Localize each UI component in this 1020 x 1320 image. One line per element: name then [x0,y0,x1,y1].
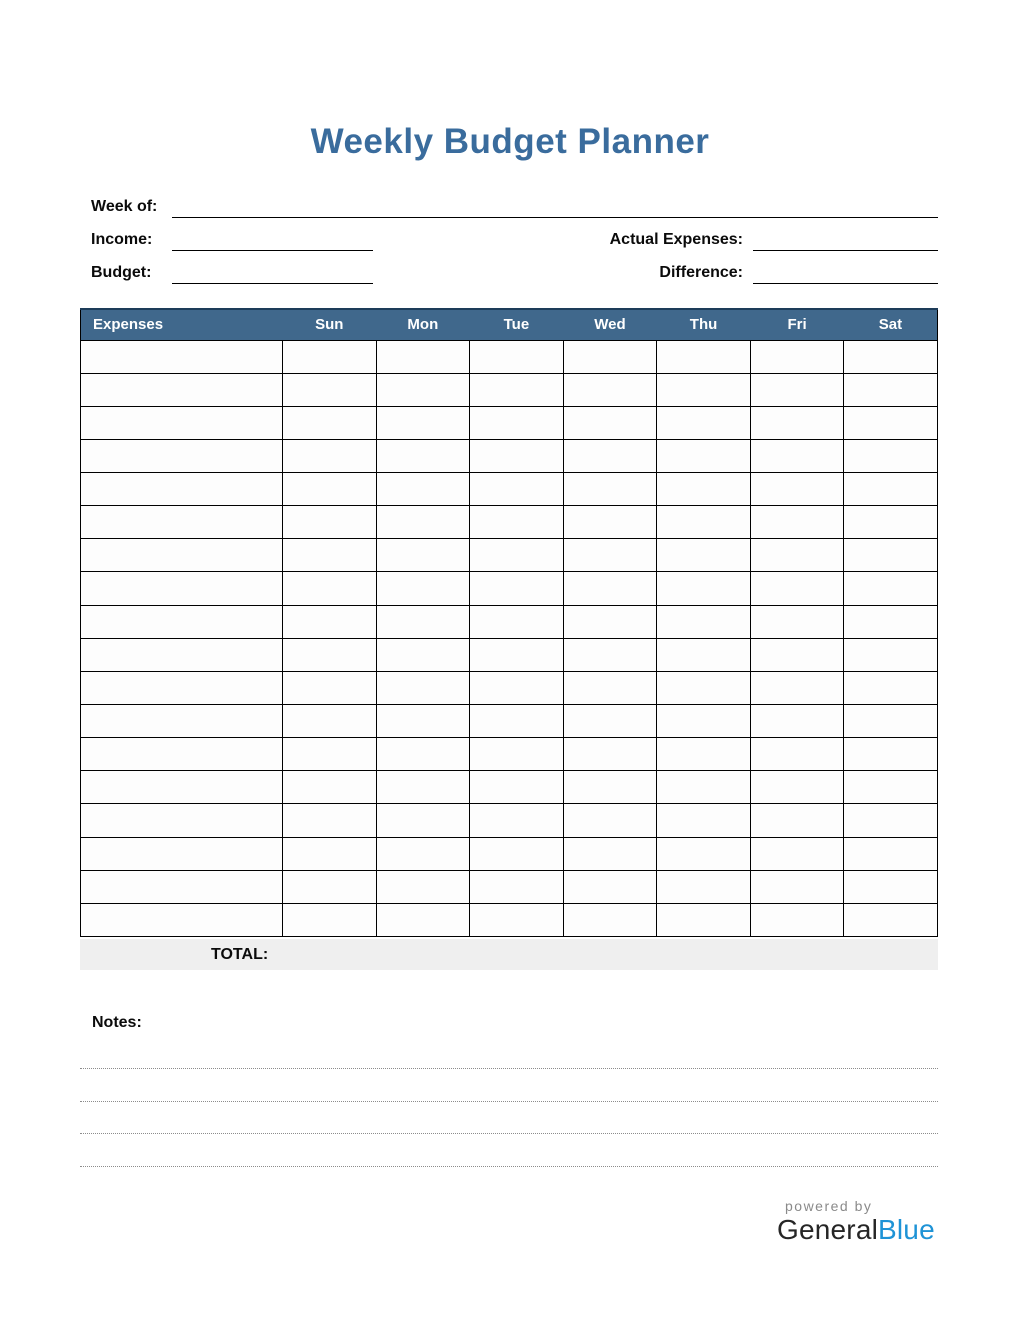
amount-cell-tue[interactable] [470,837,564,870]
table-row [81,539,938,572]
amount-cell-sun[interactable] [283,804,377,837]
amount-cell-fri[interactable] [750,406,844,439]
table-row [81,738,938,771]
amount-cell-tue[interactable] [470,638,564,671]
amount-cell-sun[interactable] [283,638,377,671]
page-title: Weekly Budget Planner [310,122,710,161]
col-header-sat: Sat [844,309,938,340]
week-of-blank-line[interactable] [172,217,938,218]
amount-cell-wed[interactable] [563,903,657,936]
expense-name-cell[interactable] [81,605,283,638]
expense-name-cell[interactable] [81,738,283,771]
amount-cell-sat[interactable] [844,572,938,605]
amount-cell-mon[interactable] [376,373,470,406]
expense-name-cell[interactable] [81,671,283,704]
amount-cell-thu[interactable] [657,340,751,373]
amount-cell-sat[interactable] [844,804,938,837]
amount-cell-wed[interactable] [563,738,657,771]
amount-cell-sat[interactable] [844,373,938,406]
col-header-thu: Thu [657,309,751,340]
notes-blank-line[interactable] [80,1068,938,1069]
amount-cell-fri[interactable] [750,439,844,472]
amount-cell-fri[interactable] [750,340,844,373]
amount-cell-sun[interactable] [283,738,377,771]
amount-cell-tue[interactable] [470,738,564,771]
amount-cell-sun[interactable] [283,771,377,804]
amount-cell-thu[interactable] [657,373,751,406]
expense-name-cell[interactable] [81,439,283,472]
amount-cell-thu[interactable] [657,837,751,870]
amount-cell-fri[interactable] [750,837,844,870]
table-row [81,439,938,472]
amount-cell-tue[interactable] [470,771,564,804]
table-row [81,903,938,936]
amount-cell-sun[interactable] [283,870,377,903]
amount-cell-sun[interactable] [283,837,377,870]
table-row [81,572,938,605]
expense-name-cell[interactable] [81,903,283,936]
amount-cell-thu[interactable] [657,771,751,804]
brand-blue-text: Blue [878,1214,935,1245]
table-row [81,638,938,671]
table-row [81,804,938,837]
amount-cell-sat[interactable] [844,837,938,870]
expenses-table [80,308,938,937]
amount-cell-mon[interactable] [376,705,470,738]
amount-cell-tue[interactable] [470,506,564,539]
notes-label: Notes: [92,1014,142,1031]
amount-cell-sun[interactable] [283,373,377,406]
income-label: Income: [91,231,153,248]
amount-cell-sun[interactable] [283,903,377,936]
amount-cell-tue[interactable] [470,439,564,472]
col-header-mon: Mon [376,309,470,340]
amount-cell-fri[interactable] [750,605,844,638]
expense-name-cell[interactable] [81,340,283,373]
amount-cell-thu[interactable] [657,804,751,837]
amount-cell-wed[interactable] [563,671,657,704]
table-row [81,373,938,406]
amount-cell-fri[interactable] [750,671,844,704]
expense-name-cell[interactable] [81,771,283,804]
col-header-wed: Wed [563,309,657,340]
amount-cell-wed[interactable] [563,638,657,671]
expense-name-cell[interactable] [81,804,283,837]
amount-cell-mon[interactable] [376,870,470,903]
amount-cell-wed[interactable] [563,605,657,638]
table-row [81,406,938,439]
amount-cell-wed[interactable] [563,804,657,837]
amount-cell-fri[interactable] [750,771,844,804]
col-header-sun: Sun [283,309,377,340]
amount-cell-tue[interactable] [470,373,564,406]
amount-cell-thu[interactable] [657,738,751,771]
notes-blank-line[interactable] [80,1133,938,1134]
amount-cell-wed[interactable] [563,506,657,539]
table-body [81,340,938,937]
amount-cell-wed[interactable] [563,373,657,406]
amount-cell-sat[interactable] [844,738,938,771]
amount-cell-wed[interactable] [563,539,657,572]
powered-by-text: powered by [785,1198,873,1214]
amount-cell-thu[interactable] [657,539,751,572]
amount-cell-sun[interactable] [283,340,377,373]
amount-cell-tue[interactable] [470,804,564,837]
amount-cell-fri[interactable] [750,738,844,771]
amount-cell-sat[interactable] [844,340,938,373]
amount-cell-mon[interactable] [376,539,470,572]
actual-expenses-label: Actual Expenses: [609,231,743,248]
col-header-fri: Fri [750,309,844,340]
income-blank-line[interactable] [172,250,373,251]
amount-cell-fri[interactable] [750,473,844,506]
amount-cell-sat[interactable] [844,638,938,671]
table-row [81,771,938,804]
amount-cell-thu[interactable] [657,506,751,539]
amount-cell-tue[interactable] [470,406,564,439]
amount-cell-mon[interactable] [376,671,470,704]
amount-cell-sat[interactable] [844,539,938,572]
amount-cell-fri[interactable] [750,870,844,903]
amount-cell-fri[interactable] [750,804,844,837]
expense-name-cell[interactable] [81,705,283,738]
amount-cell-fri[interactable] [750,539,844,572]
amount-cell-tue[interactable] [470,572,564,605]
expense-name-cell[interactable] [81,837,283,870]
table-row [81,473,938,506]
amount-cell-fri[interactable] [750,373,844,406]
amount-cell-thu[interactable] [657,870,751,903]
amount-cell-sat[interactable] [844,671,938,704]
table-row [81,705,938,738]
amount-cell-thu[interactable] [657,705,751,738]
amount-cell-sun[interactable] [283,605,377,638]
amount-cell-thu[interactable] [657,671,751,704]
expense-name-cell[interactable] [81,406,283,439]
table-row [81,671,938,704]
amount-cell-sat[interactable] [844,870,938,903]
total-row [80,939,938,970]
amount-cell-mon[interactable] [376,771,470,804]
col-header-expenses: Expenses [81,309,283,340]
amount-cell-sun[interactable] [283,572,377,605]
amount-cell-sun[interactable] [283,406,377,439]
amount-cell-tue[interactable] [470,605,564,638]
amount-cell-sat[interactable] [844,439,938,472]
amount-cell-mon[interactable] [376,340,470,373]
amount-cell-thu[interactable] [657,572,751,605]
amount-cell-tue[interactable] [470,340,564,373]
amount-cell-fri[interactable] [750,572,844,605]
amount-cell-tue[interactable] [470,539,564,572]
expense-name-cell[interactable] [81,373,283,406]
amount-cell-fri[interactable] [750,638,844,671]
amount-cell-sat[interactable] [844,771,938,804]
amount-cell-tue[interactable] [470,870,564,903]
amount-cell-wed[interactable] [563,439,657,472]
amount-cell-sat[interactable] [844,506,938,539]
amount-cell-sun[interactable] [283,506,377,539]
amount-cell-mon[interactable] [376,837,470,870]
amount-cell-mon[interactable] [376,506,470,539]
week-of-label: Week of: [91,198,158,215]
amount-cell-wed[interactable] [563,705,657,738]
amount-cell-mon[interactable] [376,903,470,936]
difference-label: Difference: [659,264,743,281]
amount-cell-sun[interactable] [283,439,377,472]
amount-cell-sat[interactable] [844,473,938,506]
difference-blank-line[interactable] [753,283,938,284]
amount-cell-sun[interactable] [283,671,377,704]
amount-cell-sat[interactable] [844,605,938,638]
amount-cell-mon[interactable] [376,439,470,472]
actual-expenses-blank-line[interactable] [753,250,938,251]
amount-cell-thu[interactable] [657,473,751,506]
amount-cell-wed[interactable] [563,340,657,373]
amount-cell-tue[interactable] [470,473,564,506]
amount-cell-mon[interactable] [376,738,470,771]
amount-cell-wed[interactable] [563,406,657,439]
col-header-tue: Tue [470,309,564,340]
amount-cell-mon[interactable] [376,406,470,439]
amount-cell-fri[interactable] [750,506,844,539]
table-header-row [81,309,938,340]
amount-cell-thu[interactable] [657,903,751,936]
expense-name-cell[interactable] [81,473,283,506]
amount-cell-wed[interactable] [563,771,657,804]
amount-cell-thu[interactable] [657,638,751,671]
amount-cell-sat[interactable] [844,903,938,936]
total-label: TOTAL: [211,945,269,963]
amount-cell-sat[interactable] [844,406,938,439]
amount-cell-fri[interactable] [750,903,844,936]
amount-cell-thu[interactable] [657,439,751,472]
amount-cell-sat[interactable] [844,705,938,738]
amount-cell-mon[interactable] [376,605,470,638]
amount-cell-fri[interactable] [750,705,844,738]
expense-name-cell[interactable] [81,638,283,671]
expense-name-cell[interactable] [81,539,283,572]
amount-cell-sun[interactable] [283,705,377,738]
budget-label: Budget: [91,264,152,281]
amount-cell-wed[interactable] [563,837,657,870]
table-row [81,506,938,539]
expense-name-cell[interactable] [81,870,283,903]
amount-cell-sun[interactable] [283,473,377,506]
table-row [81,340,938,373]
amount-cell-mon[interactable] [376,572,470,605]
brand-general-text: General [777,1214,879,1245]
amount-cell-mon[interactable] [376,804,470,837]
amount-cell-tue[interactable] [470,705,564,738]
amount-cell-wed[interactable] [563,870,657,903]
expense-name-cell[interactable] [81,506,283,539]
amount-cell-thu[interactable] [657,406,751,439]
notes-blank-line[interactable] [80,1101,938,1102]
table-row [81,837,938,870]
notes-blank-line[interactable] [80,1166,938,1167]
amount-cell-tue[interactable] [470,903,564,936]
amount-cell-mon[interactable] [376,473,470,506]
budget-blank-line[interactable] [172,283,373,284]
amount-cell-thu[interactable] [657,605,751,638]
amount-cell-wed[interactable] [563,473,657,506]
generalblue-logo [777,1214,935,1246]
amount-cell-mon[interactable] [376,638,470,671]
amount-cell-tue[interactable] [470,671,564,704]
expense-name-cell[interactable] [81,572,283,605]
table-row [81,605,938,638]
amount-cell-wed[interactable] [563,572,657,605]
table-row [81,870,938,903]
amount-cell-sun[interactable] [283,539,377,572]
